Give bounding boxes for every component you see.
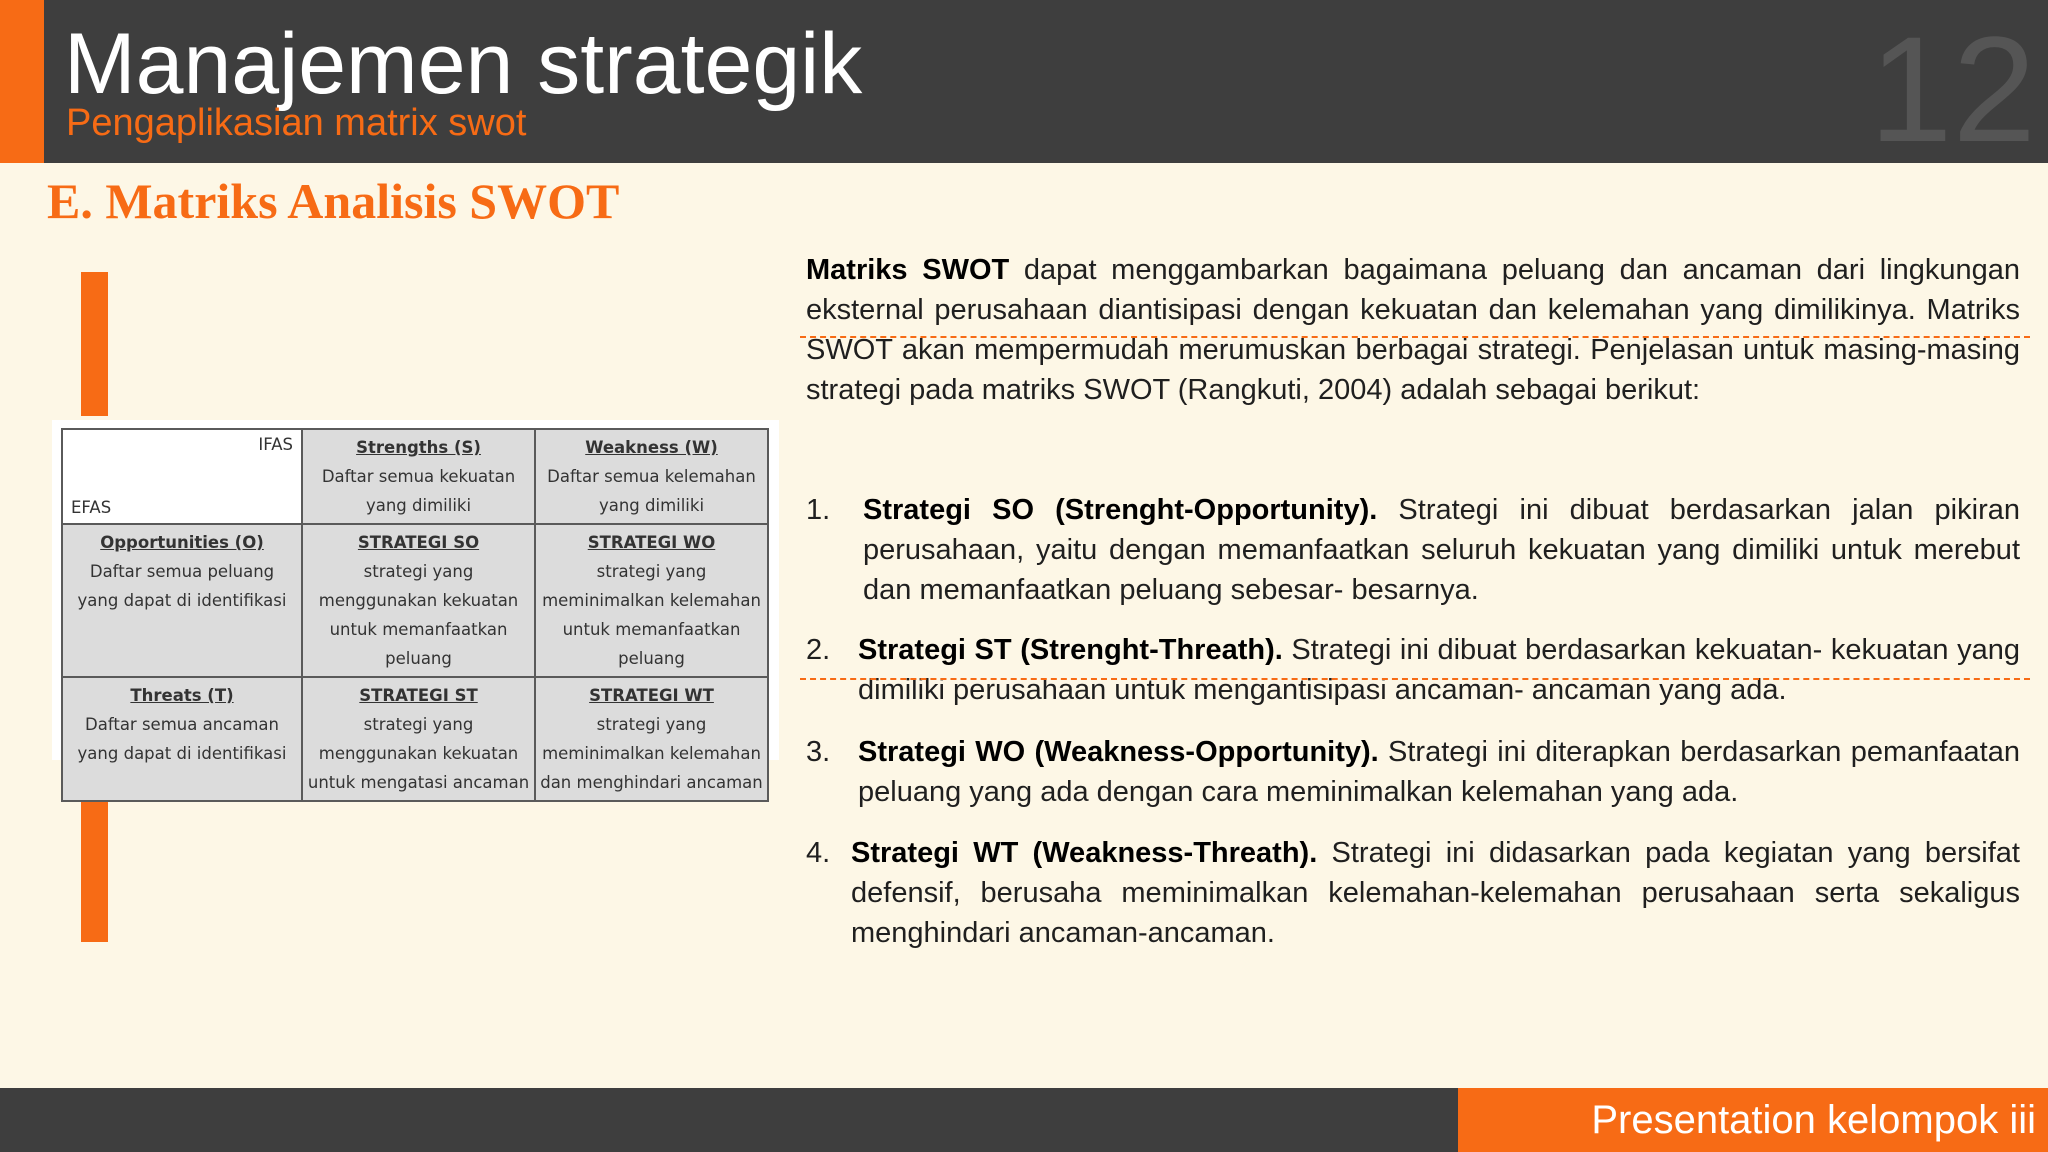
- swot-cell-wo: [535, 524, 768, 677]
- item-text: Strategi ini diterapkan berdasarkan pemanfaatan peluang yang ada dengan cara meminimalkan kelemahan yang ada.: [858, 736, 2020, 808]
- strategy-item-wt: [806, 833, 2020, 953]
- dashed-divider-bottom: [800, 678, 2030, 680]
- swot-header-weakness: [535, 429, 768, 524]
- strategy-st-heading: STRATEGI ST: [359, 686, 478, 705]
- item-number: 4.: [806, 837, 831, 869]
- intro-block: [806, 250, 2020, 410]
- opportunities-text: Daftar semua peluang yang dapat di identifikasi: [77, 562, 287, 610]
- swot-matrix-table: [61, 428, 769, 802]
- strategy-wo-text: strategi yang meminimalkan kelemahan untuk memanfaatkan peluang: [542, 562, 761, 668]
- item-text: Strategi ini dibuat berdasarkan kekuatan- kekuatan yang dimiliki perusahaan untuk mengantisipasi ancaman- ancaman yang ada.: [858, 634, 2020, 706]
- intro-text: dapat menggambarkan bagaimana peluang dan ancaman dari lingkungan eksternal perusahaan diantisipasi dengan kekuatan dan kelemahan yang dimilikinya. Matriks SWOT akan mempermudah merumuskan berbagai strategi. Penjelasan untuk masing-masing strategi pada matriks SWOT (Rangkuti, 2004) adalah sebagai berikut:: [806, 254, 2020, 406]
- item-body: [806, 833, 2020, 953]
- section-heading: E. Matriks Analisis SWOT: [47, 173, 620, 229]
- item-bold: Strategi SO (Strenght-Opportunity).: [863, 494, 1378, 526]
- intro-paragraph: [806, 250, 2020, 410]
- strategy-wt-heading: STRATEGI WT: [589, 686, 714, 705]
- footer-text: Presentation kelompok iii: [1591, 1098, 2036, 1142]
- strengths-heading: Strengths (S): [356, 438, 481, 457]
- strategy-wt-text: strategi yang meminimalkan kelemahan dan menghindari ancaman: [540, 715, 763, 792]
- slide-subtitle: Pengaplikasian matrix swot: [66, 102, 527, 144]
- opportunities-heading: Opportunities (O): [100, 533, 264, 552]
- weakness-heading: Weakness (W): [585, 438, 718, 457]
- swot-header-strengths: [302, 429, 535, 524]
- ifas-label: IFAS: [258, 435, 294, 454]
- strategy-item-wo: [806, 732, 2020, 812]
- item-bold: Strategi WO (Weakness-Opportunity).: [858, 736, 1379, 768]
- strategy-so-heading: STRATEGI SO: [357, 533, 480, 552]
- strategy-item-so: [806, 490, 2020, 610]
- item-number: 3.: [806, 736, 831, 768]
- item-body: [806, 490, 2020, 610]
- dashed-divider-top: [800, 336, 2030, 338]
- swot-matrix-image: [52, 420, 779, 792]
- item-number: 2.: [806, 634, 831, 666]
- strengths-text: Daftar semua kekuatan yang dimiliki: [321, 467, 516, 515]
- swot-corner-cell: [62, 429, 302, 524]
- intro-bold: Matriks SWOT: [806, 254, 1010, 286]
- weakness-text: Daftar semua kelemahan yang dimiliki: [547, 467, 756, 515]
- header-accent-stripe: [0, 0, 44, 163]
- efas-label: EFAS: [71, 498, 112, 517]
- item-bold: Strategi WT (Weakness-Threath).: [851, 837, 1318, 869]
- swot-cell-wt: [535, 677, 768, 801]
- swot-row-threats: [62, 677, 302, 801]
- item-number: 1.: [806, 494, 831, 526]
- item-text: Strategi ini didasarkan pada kegiatan yang bersifat defensif, berusaha meminimalkan kelemahan-kelemahan perusahaan serta sekaligus menghindari ancaman-ancaman.: [851, 837, 2020, 949]
- accent-bar-top: [81, 272, 108, 416]
- item-bold: Strategi ST (Strenght-Threath).: [858, 634, 1283, 666]
- slide-number: 12: [1869, 5, 2036, 173]
- swot-row-opportunities: [62, 524, 302, 677]
- strategy-wo-heading: STRATEGI WO: [587, 533, 716, 552]
- swot-cell-so: [302, 524, 535, 677]
- strategy-item-st: [806, 630, 2020, 710]
- item-body: [806, 630, 2020, 710]
- item-text: Strategi ini dibuat berdasarkan jalan pikiran perusahaan, yaitu dengan memanfaatkan seluruh kekuatan yang dimiliki untuk merebut dan memanfaatkan peluang sebesar- besarnya.: [863, 494, 2020, 606]
- threats-heading: Threats (T): [130, 686, 234, 705]
- footer-tag: [1458, 1088, 2048, 1152]
- item-body: [806, 732, 2020, 812]
- threats-text: Daftar semua ancaman yang dapat di identifikasi: [77, 715, 287, 763]
- strategy-so-text: strategi yang menggunakan kekuatan untuk memanfaatkan peluang: [318, 562, 519, 668]
- swot-cell-st: [302, 677, 535, 801]
- slide-title: Manajemen strategik: [64, 16, 863, 112]
- strategy-st-text: strategi yang menggunakan kekuatan untuk mengatasi ancaman: [307, 715, 530, 792]
